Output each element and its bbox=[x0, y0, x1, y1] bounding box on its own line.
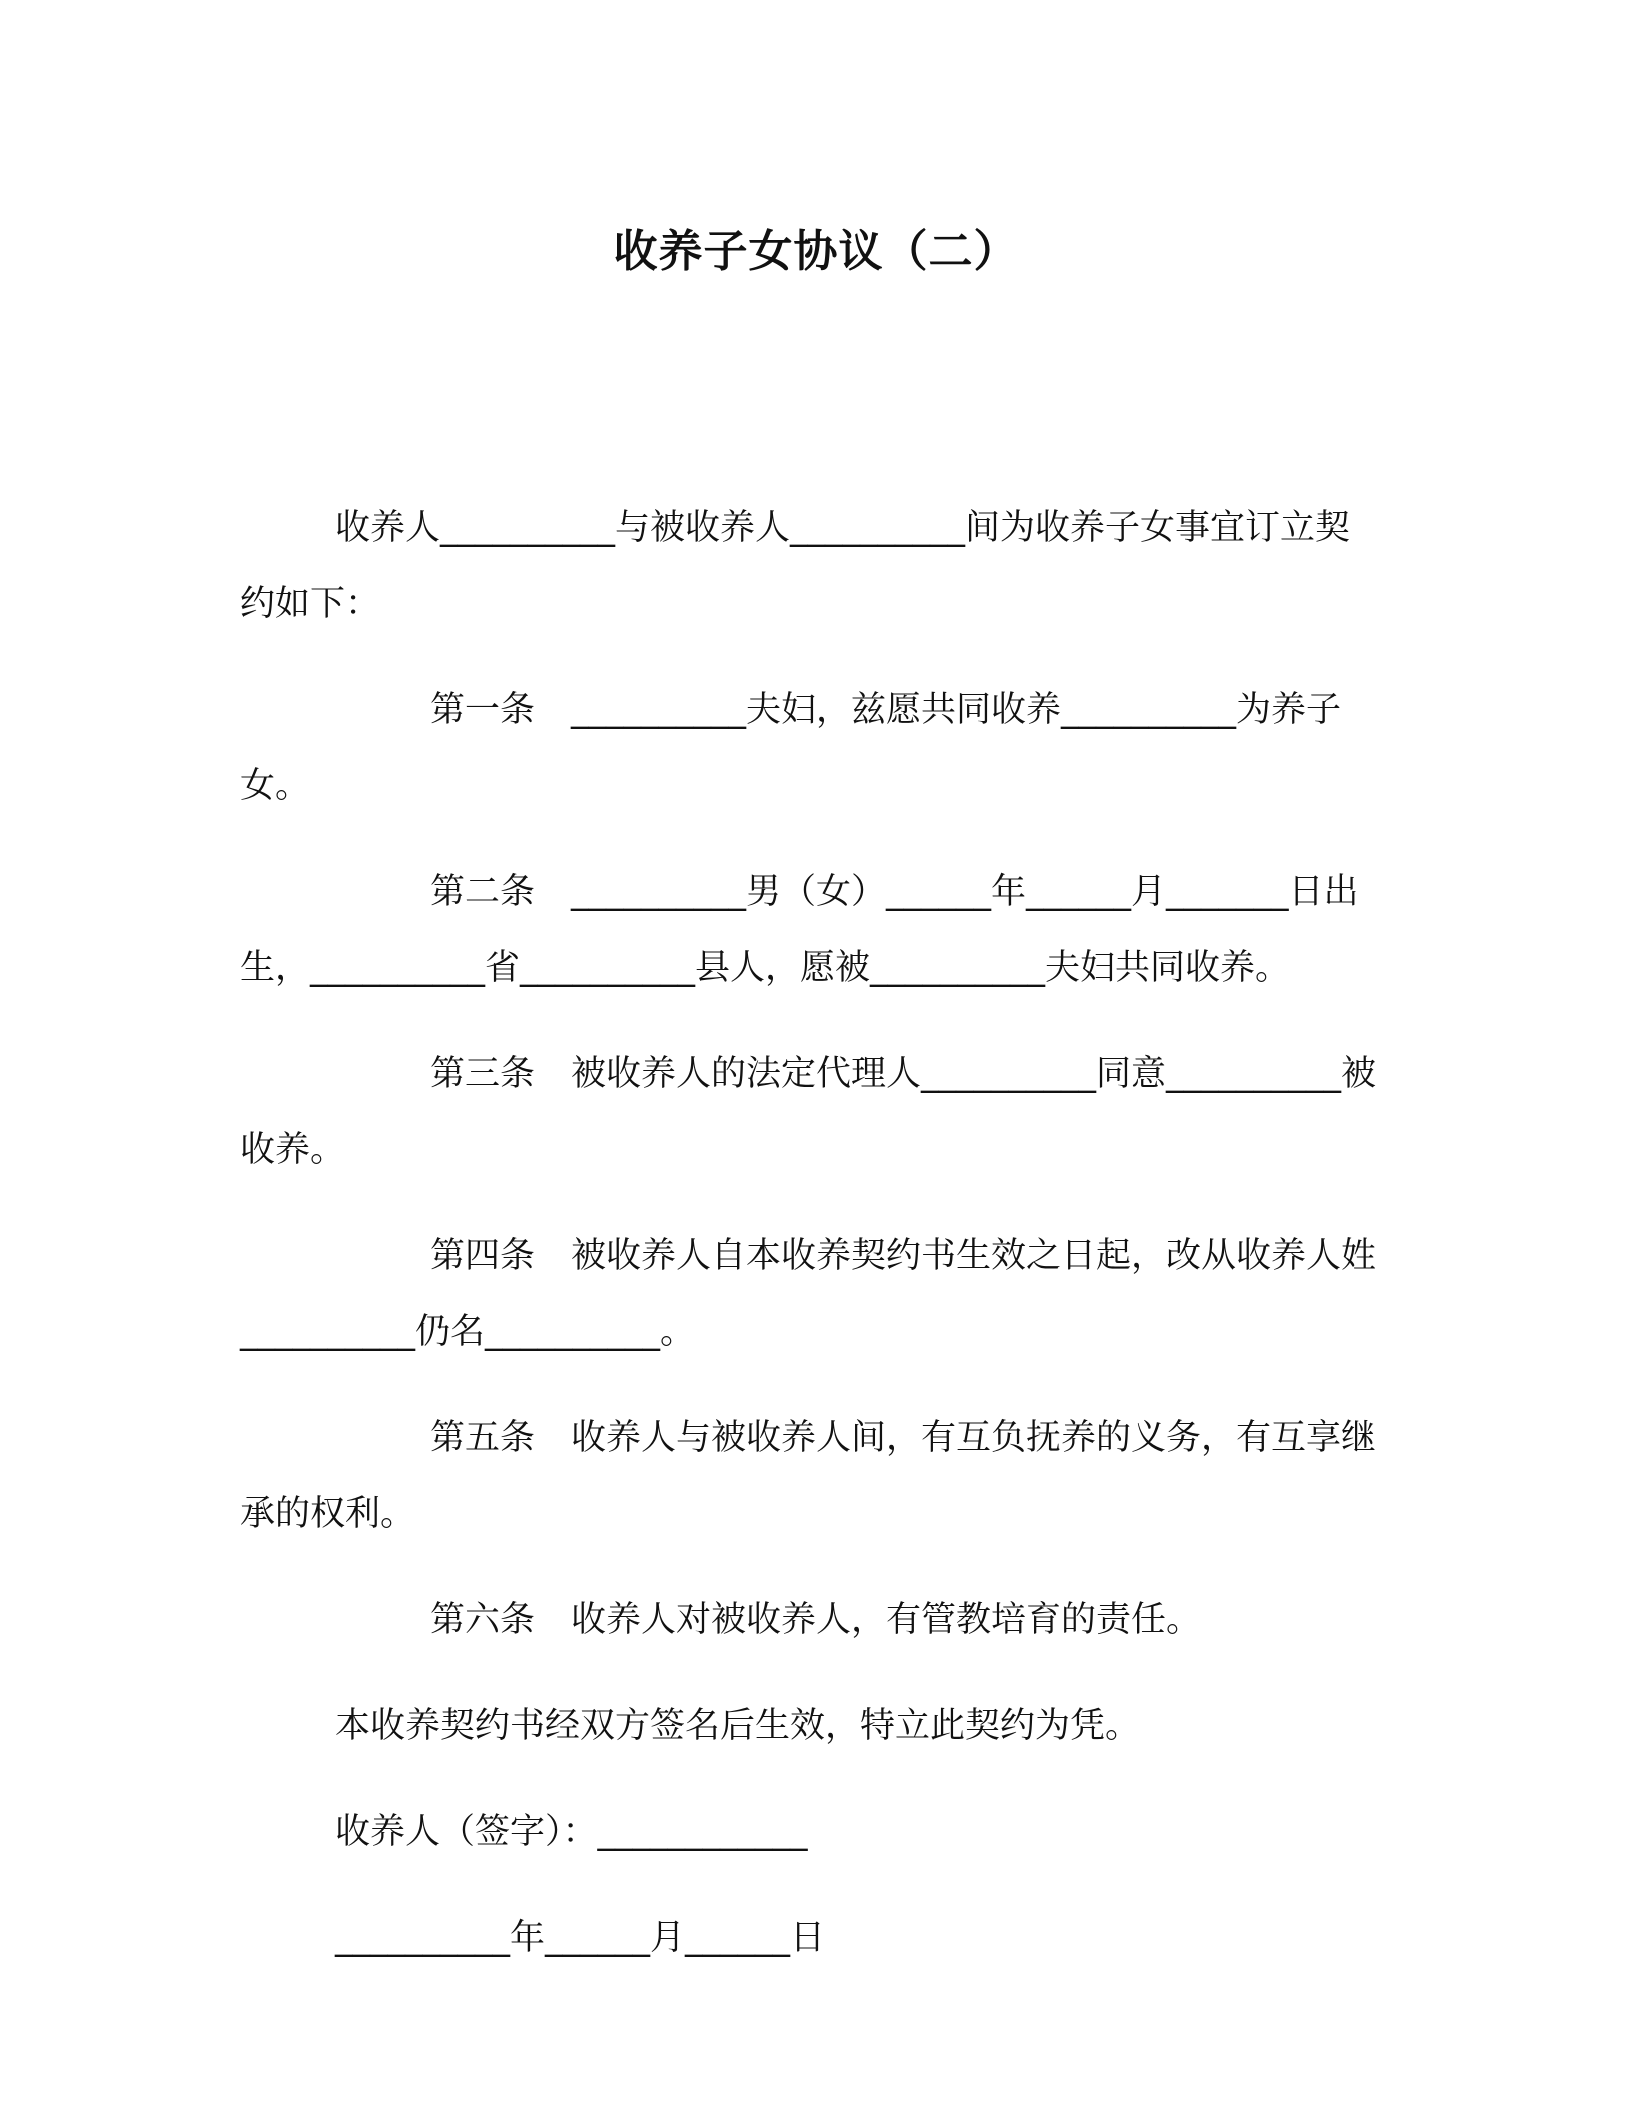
article-label: 第一条 bbox=[430, 690, 536, 730]
closing-paragraph: 本收养契约书经双方签名后生效，特立此契约为凭。 bbox=[335, 1706, 1141, 1746]
signature-line: 收养人（签字）：____________ bbox=[335, 1812, 808, 1852]
article-1 bbox=[240, 672, 1380, 824]
article-5 bbox=[240, 1400, 1380, 1552]
article-text: 被收养人自本收养契约书生效之日起，改从收养人姓__________仍名__________。 bbox=[240, 1236, 1377, 1352]
article-text: 收养人对被收养人，有管教培育的责任。 bbox=[571, 1600, 1202, 1640]
article-text: __________男（女）______年______月_______日出生，__________省__________县人，愿被__________夫妇共同收养。 bbox=[240, 872, 1359, 988]
document-title: 收养子女协议（二） bbox=[613, 226, 1019, 277]
article-label: 第四条 bbox=[430, 1236, 536, 1276]
document-body bbox=[240, 490, 1380, 2006]
article-6 bbox=[240, 1582, 1380, 1658]
article-label: 第六条 bbox=[430, 1600, 536, 1640]
article-label: 第二条 bbox=[430, 872, 536, 912]
article-text: 收养人与被收养人间，有互负抚养的义务，有互享继承的权利。 bbox=[240, 1418, 1377, 1534]
article-text: 被收养人的法定代理人__________同意__________被收养。 bbox=[240, 1054, 1377, 1170]
article-label: 第五条 bbox=[430, 1418, 536, 1458]
intro-paragraph: 收养人__________与被收养人__________间为收养子女事宜订立契约如下： bbox=[240, 508, 1351, 624]
article-label: 第三条 bbox=[430, 1054, 536, 1094]
article-4 bbox=[240, 1218, 1380, 1370]
date-line: __________年______月______日 bbox=[335, 1918, 826, 1958]
article-2 bbox=[240, 854, 1380, 1006]
article-3 bbox=[240, 1036, 1380, 1188]
article-text: __________夫妇，兹愿共同收养__________为养子女。 bbox=[240, 690, 1342, 806]
